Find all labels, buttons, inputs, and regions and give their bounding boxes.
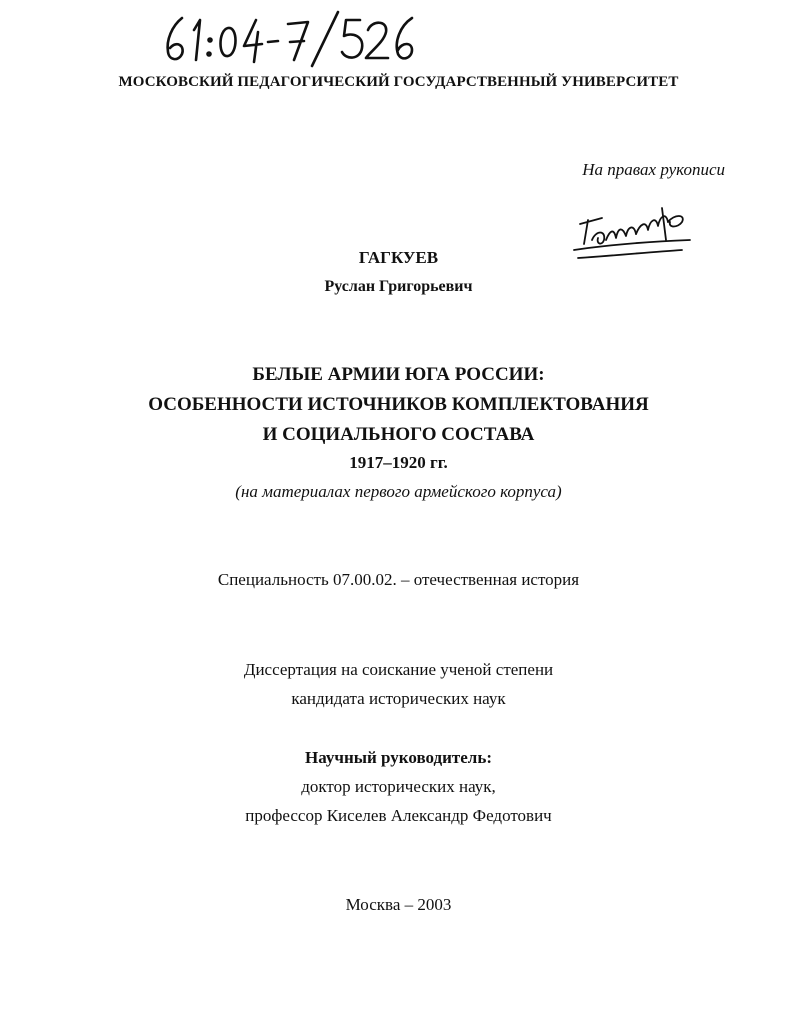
dissertation-title-line-3: И СОЦИАЛЬНОГО СОСТАВА bbox=[262, 424, 535, 445]
title-subtitle: (на материалах первого армейского корпуса) bbox=[235, 482, 562, 501]
degree-line-2: кандидата исторических наук bbox=[291, 689, 506, 708]
advisor-heading: Научный руководитель: bbox=[305, 748, 492, 767]
city-and-year: Москва – 2003 bbox=[345, 895, 452, 914]
author-given-names: Руслан Григорьевич bbox=[324, 278, 473, 295]
manuscript-rights-note: На правах рукописи bbox=[582, 160, 725, 179]
specialty-line: Специальность 07.00.02. – отечественная история bbox=[217, 570, 580, 589]
advisor-degree: доктор исторических наук, bbox=[301, 777, 496, 796]
handwritten-archive-code bbox=[160, 8, 420, 68]
dissertation-title-line-1: БЕЛЫЕ АРМИИ ЮГА РОССИИ: bbox=[252, 364, 545, 385]
advisor-name: профессор Киселев Александр Федотович bbox=[245, 806, 552, 825]
dissertation-title-line-2: ОСОБЕННОСТИ ИСТОЧНИКОВ КОМПЛЕКТОВАНИЯ bbox=[148, 394, 649, 415]
author-surname: ГАГКУЕВ bbox=[358, 248, 439, 267]
degree-line-1: Диссертация на соискание ученой степени bbox=[243, 660, 554, 679]
title-years: 1917–1920 гг. bbox=[349, 453, 448, 472]
university-name: МОСКОВСКИЙ ПЕДАГОГИЧЕСКИЙ ГОСУДАРСТВЕННЫЙ УНИВЕРСИТЕТ bbox=[118, 74, 679, 90]
